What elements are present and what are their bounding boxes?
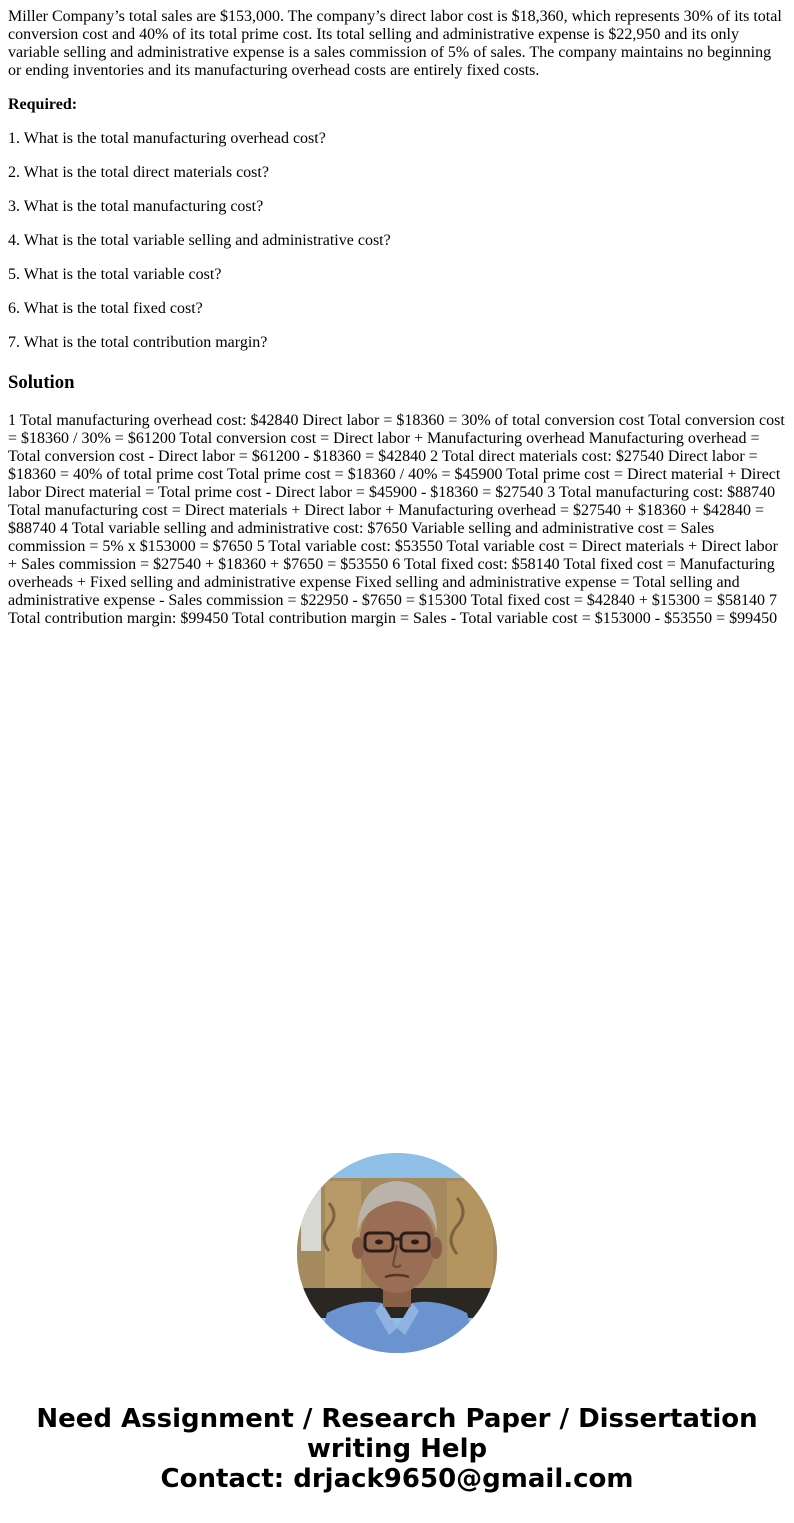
question-4: 4. What is the total variable selling and administrative cost? [8, 232, 391, 249]
document-body [8, 8, 786, 628]
problem-intro: Miller Company’s total sales are $153,000. The company’s direct labor cost is $18,360, which represents 30% of its total conversion cost and 40% of its total prime cost. Its total selling and administrative expense is $22,950 and its only variable selling and administrative expense is a sales commission of 5% of sales. The company maintains no beginning or ending inventories and its manufacturing overhead costs are entirely fixed costs. [8, 8, 782, 79]
question-5: 5. What is the total variable cost? [8, 266, 222, 283]
question-7: 7. What is the total contribution margin? [8, 334, 268, 351]
solution-heading: Solution [8, 372, 75, 393]
promo-contact: Contact: drjack9650@gmail.com [160, 1464, 634, 1494]
question-1: 1. What is the total manufacturing overhead cost? [8, 130, 326, 147]
required-label: Required: [8, 96, 78, 113]
question-3: 3. What is the total manufacturing cost? [8, 198, 264, 215]
question-2: 2. What is the total direct materials cost? [8, 164, 269, 181]
question-6: 6. What is the total fixed cost? [8, 300, 203, 317]
promo-line-1: Need Assignment / Research Paper / Dissertation [36, 1404, 758, 1434]
promo-banner [0, 1404, 794, 1494]
avatar-photo-icon [297, 1153, 497, 1353]
avatar [297, 1153, 497, 1353]
promo-line-2: writing Help [306, 1434, 488, 1464]
solution-text: 1 Total manufacturing overhead cost: $42840 Direct labor = $18360 = 30% of total conversion cost Total conversion cost = $18360 / 30% = $61200 Total conversion cost = Direct labor + Manufacturing overhead Manufacturing overhead = Total conversion cost - Direct labor = $61200 - $18360 = $42840 2 Total direct materials cost: $27540 Direct labor = $18360 = 40% of total prime cost Total prime cost = $18360 / 40% = $45900 Total prime cost = Direct material + Direct labor Direct material = Total prime cost - Direct labor = $45900 - $18360 = $27540 3 Total manufacturing cost: $88740 Total manufacturing cost = Direct materials + Direct labor + Manufacturing overhead = $27540 + $18360 + $42840 = $88740 4 Total variable selling and administrative cost: $7650 Variable selling and administrative cost = Sales commission = 5% x $153000 = $7650 5 Total variable cost: $53550 Total variable cost = Direct materials + Direct labor + Sales commission = $27540 + $18360 + $7650 = $53550 6 Total fixed cost: $58140 Total fixed cost = Manufacturing overheads + Fixed selling and administrative expense Fixed selling and administrative expense = Total selling and administrative expense - Sales commission = $22950 - $7650 = $15300 Total fixed cost = $42840 + $15300 = $58140 7 Total contribution margin: $99450 Total contribution margin = Sales - Total variable cost = $153000 - $53550 = $99450 [8, 412, 785, 627]
